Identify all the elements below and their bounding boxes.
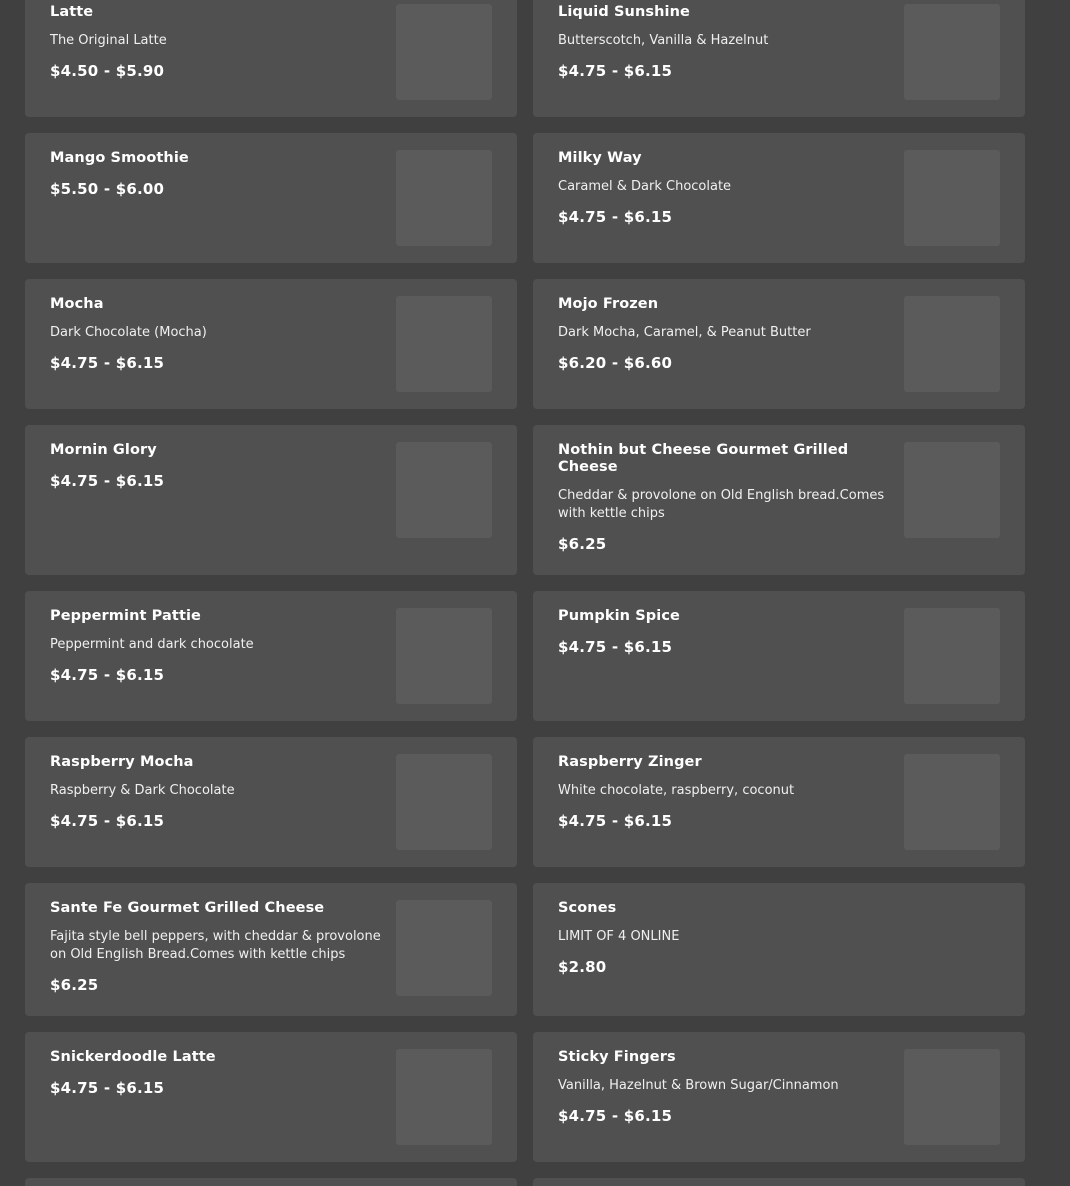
menu-item-price: $4.75 - $6.15 [558,208,673,226]
menu-item-image [396,296,492,392]
menu-item-info [558,0,888,80]
menu-item-info [558,133,888,226]
menu-item-image [904,150,1000,246]
menu-item-name: Peppermint Pattie [50,608,201,624]
menu-item-name: Raspberry Zinger [558,754,702,770]
menu-item-description: Raspberry & Dark Chocolate [50,783,235,798]
menu-item-price: $6.25 [558,535,607,553]
menu-item-info [50,883,380,994]
menu-item-image [396,754,492,850]
menu-item-description: The Original Latte [50,33,167,48]
menu-item-info [558,425,888,553]
menu-item-card[interactable] [25,883,517,1016]
menu-item-info [558,737,888,830]
menu-item-name: Pumpkin Spice [558,608,680,624]
menu-item-image [904,442,1000,538]
menu-item-price: $4.75 - $6.15 [50,1079,165,1097]
menu-item-price: $6.20 - $6.60 [558,354,673,372]
menu-item-price: $4.75 - $6.15 [50,354,165,372]
menu-item-description: Caramel & Dark Chocolate [558,179,732,194]
menu-item-price: $4.75 - $6.15 [50,472,165,490]
menu-item-info [50,425,380,490]
menu-item-description: LIMIT OF 4 ONLINE [558,929,680,944]
menu-item-info [50,1032,380,1097]
menu-item-image [396,900,492,996]
menu-item-image [396,442,492,538]
menu-item-card[interactable] [533,737,1025,867]
menu-item-name: Mojo Frozen [558,296,659,312]
menu-item-card[interactable] [25,279,517,409]
menu-item-name: Milky Way [558,150,642,166]
menu-item-price: $4.75 - $6.15 [50,666,165,684]
menu-item-info [558,883,998,976]
menu-item-info [558,279,888,372]
menu-item-name: Mango Smoothie [50,150,189,166]
menu-item-description: Vanilla, Hazelnut & Brown Sugar/Cinnamon [558,1078,839,1093]
menu-item-price: $4.75 - $6.15 [50,812,165,830]
menu-item-name: Mocha [50,296,104,312]
menu-item-price: $2.80 [558,958,607,976]
menu-item-image [396,150,492,246]
menu-item-card[interactable] [533,1032,1025,1162]
menu-item-name: Sante Fe Gourmet Grilled Cheese [50,900,325,916]
menu-item-image [904,754,1000,850]
menu-item-description: Fajita style bell peppers, with cheddar & provolone on Old English Bread.Comes with kettle chips [50,929,381,962]
menu-item-name: Raspberry Mocha [50,754,194,770]
menu-item-image [396,4,492,100]
menu-item-description: Peppermint and dark chocolate [50,637,254,652]
menu-item-name: Latte [50,4,94,20]
menu-item-description: White chocolate, raspberry, coconut [558,783,795,798]
menu-item-info [50,591,380,684]
menu-item-card[interactable] [533,591,1025,721]
menu-item-image [396,608,492,704]
menu-item-image [904,296,1000,392]
menu-item-name: Nothin but Cheese Gourmet Grilled Cheese [558,442,849,475]
menu-item-card[interactable] [25,1178,517,1186]
menu-item-name: Scones [558,900,617,916]
menu-item-card[interactable] [533,425,1025,575]
menu-item-description: Butterscotch, Vanilla & Hazelnut [558,33,769,48]
menu-item-name: Liquid Sunshine [558,4,690,20]
menu-item-price: $4.75 - $6.15 [558,1107,673,1125]
menu-item-price: $4.75 - $6.15 [558,638,673,656]
menu-item-description: Dark Mocha, Caramel, & Peanut Butter [558,325,811,340]
menu-item-info [558,591,888,656]
menu-item-name: Mornin Glory [50,442,157,458]
menu-item-description: Dark Chocolate (Mocha) [50,325,207,340]
menu-item-card[interactable] [533,1178,1025,1186]
menu-item-price: $5.50 - $6.00 [50,180,165,198]
menu-item-card[interactable] [25,1032,517,1162]
menu-item-card[interactable] [25,591,517,721]
menu-item-card[interactable] [533,883,1025,1016]
menu-item-description: Cheddar & provolone on Old English bread.Comes with kettle chips [558,488,885,521]
menu-item-card[interactable] [25,0,517,117]
menu-item-image [396,1049,492,1145]
menu-item-price: $4.50 - $5.90 [50,62,165,80]
menu-item-name: Snickerdoodle Latte [50,1049,216,1065]
menu-item-image [904,608,1000,704]
menu-item-info [50,133,380,198]
menu-item-info [558,1032,888,1125]
menu-item-card[interactable] [25,133,517,263]
menu-item-image [904,1049,1000,1145]
menu-item-price: $4.75 - $6.15 [558,62,673,80]
menu-item-name: Sticky Fingers [558,1049,676,1065]
menu-item-card[interactable] [533,0,1025,117]
menu-item-price: $4.75 - $6.15 [558,812,673,830]
menu-item-card[interactable] [25,737,517,867]
menu-item-info [50,279,380,372]
menu-item-info [50,0,380,80]
menu-item-info [50,737,380,830]
menu-item-card[interactable] [533,133,1025,263]
menu-item-price: $6.25 [50,976,99,994]
menu-item-card[interactable] [533,279,1025,409]
menu-item-image [904,4,1000,100]
menu-item-card[interactable] [25,425,517,575]
